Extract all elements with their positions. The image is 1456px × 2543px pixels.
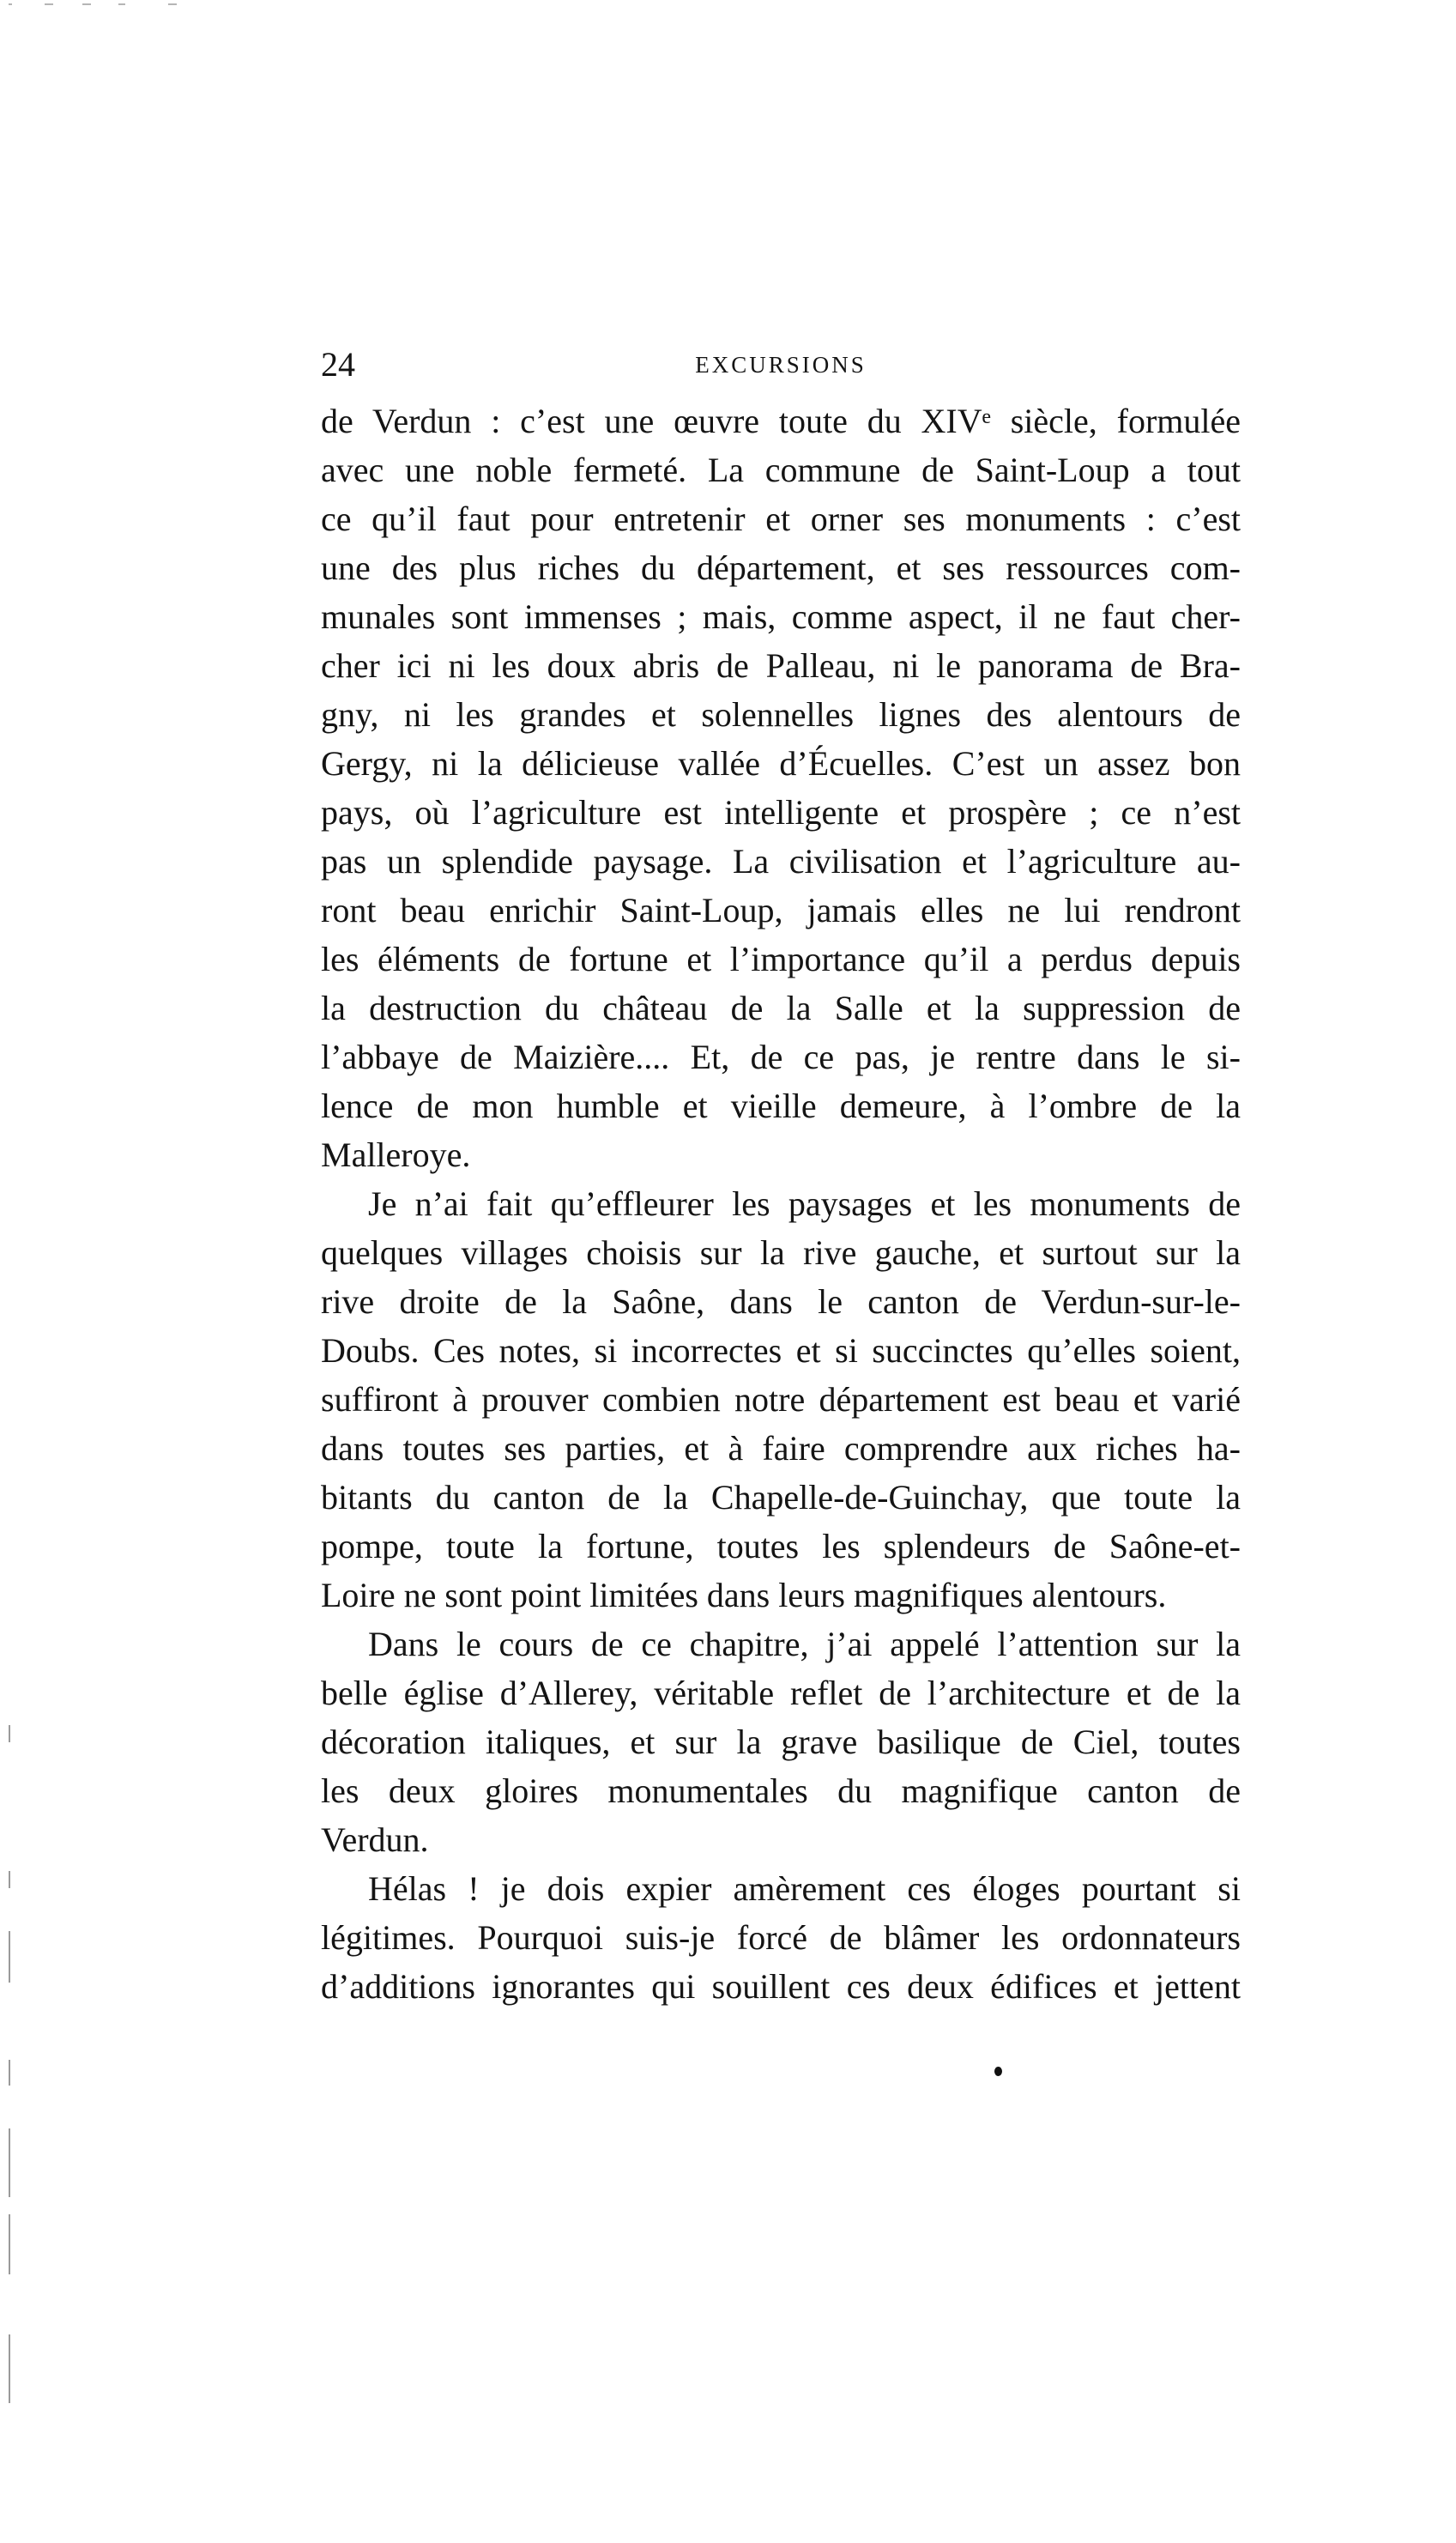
text-line: munales sont immenses ; mais, comme aspect, il ne faut cher- [321, 597, 1241, 636]
paragraph-start-line: Je n’ai fait qu’effleurer les paysages et les monuments de [368, 1184, 1241, 1223]
paragraph-start-line: Hélas ! je dois expier amèrement ces éloges pourtant si [368, 1869, 1241, 1908]
margin-rule [9, 2334, 10, 2403]
running-head [321, 343, 1241, 386]
text-line: pompe, toute la fortune, toutes les splendeurs de Saône-et- [321, 1527, 1241, 1565]
page-number: 24 [321, 345, 355, 384]
text-line: cher ici ni les doux abris de Palleau, ni le panorama de Bra- [321, 646, 1241, 685]
text-line: pas un splendide paysage. La civilisation et l’agriculture au- [321, 842, 1241, 881]
text-line: rive droite de la Saône, dans le canton de Verdun-sur-le- [321, 1282, 1241, 1321]
paragraph-end-line: Verdun. [321, 1820, 429, 1859]
paragraph-end-line: Loire ne sont point limitées dans leurs magnifiques alentours. [321, 1576, 1167, 1614]
ink-mark [994, 2067, 1002, 2076]
margin-rule [9, 2128, 10, 2197]
speck [9, 3, 12, 5]
speck [168, 3, 177, 5]
margin-rule [9, 2214, 10, 2274]
text-line: ront beau enrichir Saint-Loup, jamais elles ne lui rendront [321, 891, 1241, 929]
text-line: lence de mon humble et vieille demeure, à l’ombre de la [321, 1087, 1241, 1125]
paragraph-end-line: Malleroye. [321, 1135, 471, 1174]
text-line: quelques villages choisis sur la rive gauche, et surtout sur la [321, 1233, 1241, 1272]
margin-rule [9, 1725, 10, 1742]
text-line: dans toutes ses parties, et à faire comprendre aux riches ha- [321, 1429, 1241, 1468]
text-line: Doubs. Ces notes, si incorrectes et si succinctes qu’elles soient, [321, 1331, 1241, 1370]
text-line: pays, où l’agriculture est intelligente et prospère ; ce n’est [321, 793, 1241, 832]
running-title: EXCURSIONS [695, 352, 867, 378]
text-line: de Verdun : c’est une œuvre toute du XIVᵉ siècle, formulée [321, 402, 1241, 440]
margin-rule [9, 1871, 10, 1888]
text-line: gny, ni les grandes et solennelles lignes des alentours de [321, 695, 1241, 734]
paragraph-start-line: Dans le cours de ce chapitre, j’ai appelé l’attention sur la [368, 1625, 1241, 1663]
text-line: l’abbaye de Maizière.... Et, de ce pas, je rentre dans le si- [321, 1038, 1241, 1076]
text-line: une des plus riches du département, et ses ressources com- [321, 548, 1241, 587]
text-line: décoration italiques, et sur la grave basilique de Ciel, toutes [321, 1723, 1241, 1761]
speck [118, 3, 125, 5]
scan-specks [0, 0, 189, 9]
margin-rule [9, 2060, 10, 2086]
text-line: belle église d’Allerey, véritable reflet de l’architecture et de la [321, 1674, 1241, 1712]
body-text [321, 397, 1241, 2011]
text-line: avec une noble fermeté. La commune de Saint-Loup a tout [321, 451, 1241, 489]
text-line: bitants du canton de la Chapelle-de-Guinchay, que toute la [321, 1478, 1241, 1517]
text-line: les deux gloires monumentales du magnifique canton de [321, 1771, 1241, 1810]
speck [45, 3, 53, 5]
text-line: légitimes. Pourquoi suis-je forcé de blâmer les ordonnateurs [321, 1918, 1241, 1957]
margin-rule [9, 1931, 10, 1983]
text-line: suffiront à prouver combien notre département est beau et varié [321, 1380, 1241, 1419]
speck [82, 3, 91, 5]
text-line: Gergy, ni la délicieuse vallée d’Écuelles. C’est un assez bon [321, 744, 1241, 783]
text-line: ce qu’il faut pour entretenir et orner ses monuments : c’est [321, 500, 1241, 538]
text-line: la destruction du château de la Salle et la suppression de [321, 989, 1241, 1027]
text-line: d’additions ignorantes qui souillent ces deux édifices et jettent [321, 1967, 1241, 2006]
text-line: les éléments de fortune et l’importance qu’il a perdus depuis [321, 940, 1241, 978]
